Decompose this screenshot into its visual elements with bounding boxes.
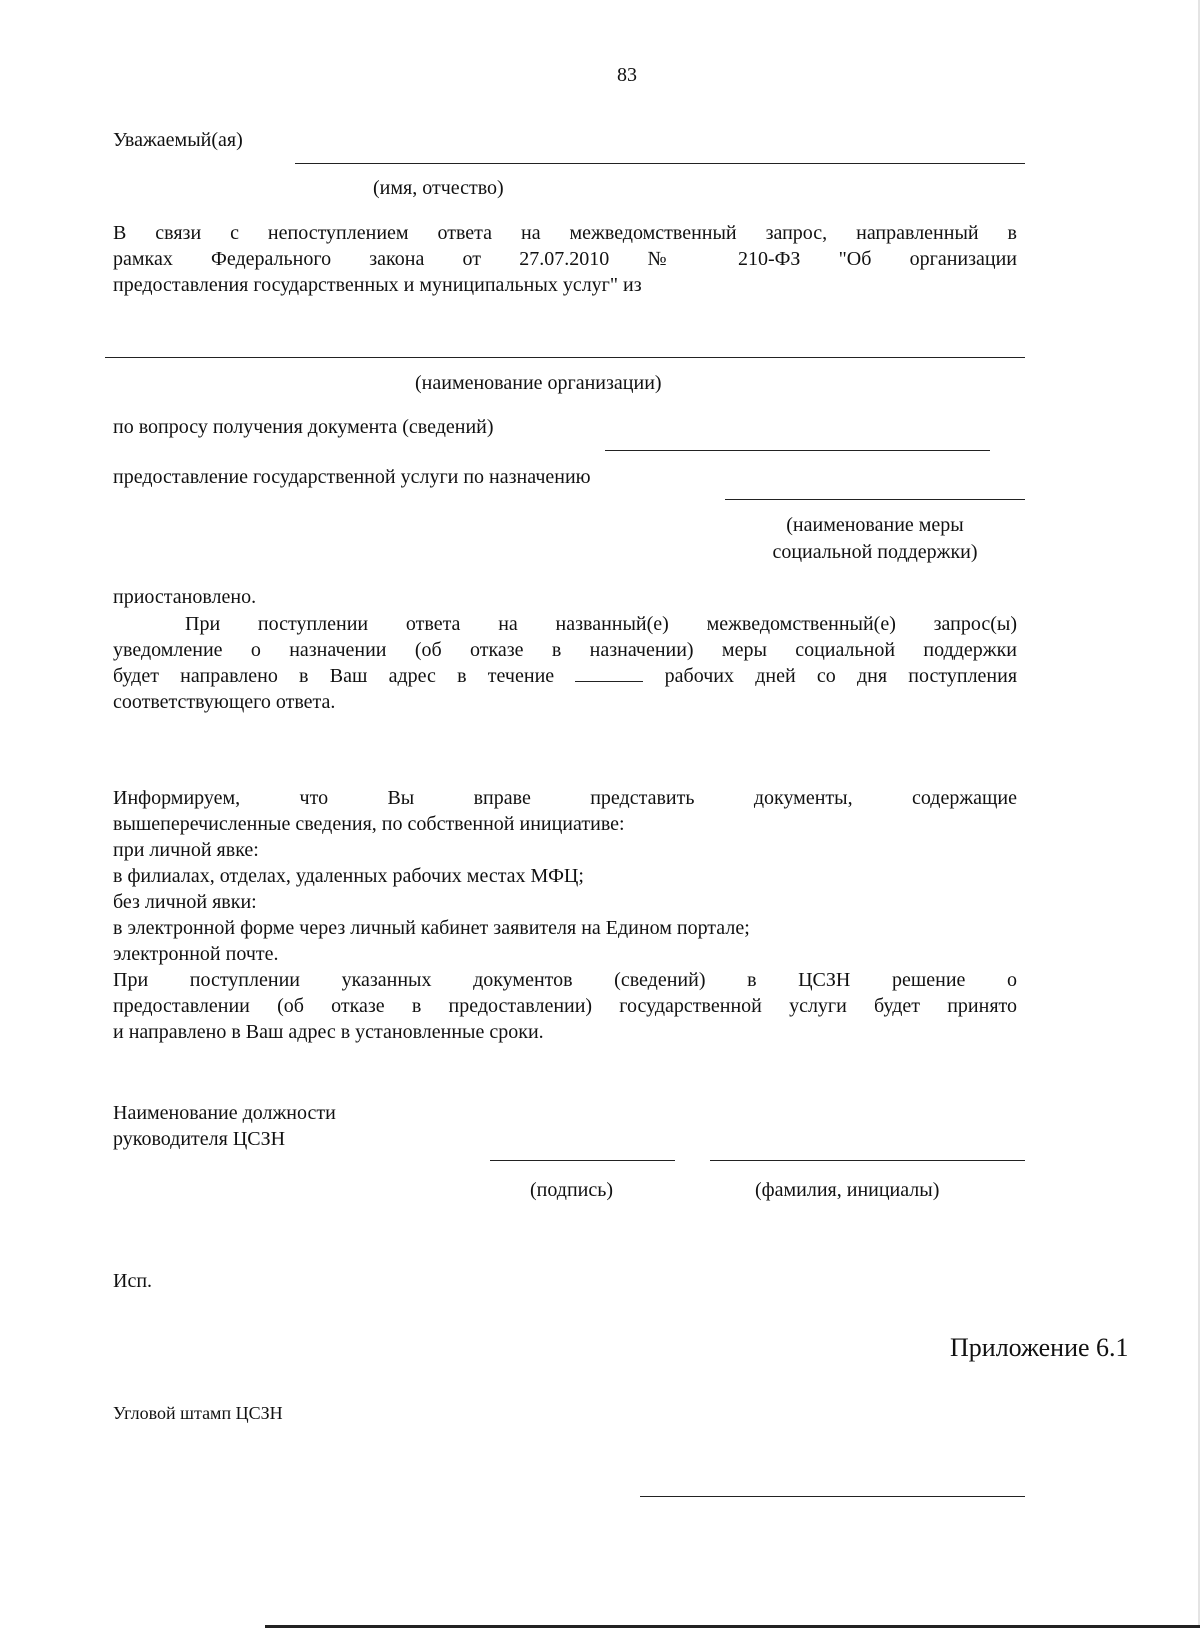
surname-blank-line	[710, 1160, 1025, 1161]
paragraph-inform	[113, 785, 1017, 1045]
inform-line-8: При поступлении указанных документов (сведений) в ЦСЗН решение о	[113, 969, 1017, 991]
inform-line-2: вышеперечисленные сведения, по собственной инициативе:	[113, 813, 625, 835]
salutation: Уважаемый(ая)	[113, 129, 243, 151]
paragraph-notification	[113, 611, 1017, 715]
inform-line-10: и направлено в Ваш адрес в установленные сроки.	[113, 1021, 544, 1043]
inform-line-5: без личной явки:	[113, 891, 257, 913]
inform-line-3: при личной явке:	[113, 839, 259, 861]
position-title-line-1: Наименование должности	[113, 1102, 336, 1124]
notification-line-3-start: будет направлено в Ваш адрес в течение	[113, 665, 555, 687]
surname-caption: (фамилия, инициалы)	[755, 1179, 940, 1201]
measure-caption-line-2: социальной поддержки)	[772, 541, 978, 563]
inform-line-9: предоставлении (об отказе в предоставлении) государственной услуги будет принято	[113, 995, 1017, 1017]
page-number: 83	[617, 64, 637, 86]
paragraph-intro	[113, 220, 1017, 298]
measure-blank-line	[725, 499, 1025, 500]
intro-line-3: предоставления государственных и муниципальных услуг" из	[113, 274, 642, 296]
notification-line-4: соответствующего ответа.	[113, 691, 336, 713]
notification-line-3	[113, 663, 1017, 689]
inform-line-7: электронной почте.	[113, 943, 279, 965]
service-assignment: предоставление государственной услуги по назначению	[113, 466, 591, 488]
notification-line-3-end: рабочих дней со дня поступления	[664, 665, 1018, 687]
inform-line-6: в электронной форме через личный кабинет заявителя на Едином портале;	[113, 917, 750, 939]
document-blank-line	[605, 450, 990, 451]
organization-blank-line	[105, 357, 1025, 358]
signature-caption: (подпись)	[530, 1179, 614, 1201]
days-blank	[575, 667, 643, 682]
organization-caption: (наименование организации)	[415, 372, 662, 394]
intro-line-1: В связи с непоступлением ответа на межведомственный запрос, направленный в	[113, 222, 1017, 244]
suspended-text: приостановлено.	[113, 586, 257, 608]
notification-line-2: уведомление о назначении (об отказе в назначении) меры социальной поддержки	[113, 639, 1017, 661]
name-caption: (имя, отчество)	[373, 177, 504, 199]
corner-stamp-label: Угловой штамп ЦСЗН	[113, 1403, 283, 1423]
executor-label: Исп.	[113, 1270, 153, 1292]
signature-blank-line	[490, 1160, 675, 1161]
intro-line-2: рамках Федерального закона от 27.07.2010 № 210-ФЗ "Об организации	[113, 248, 1017, 270]
measure-caption-line-1: (наименование меры	[786, 514, 964, 536]
notification-line-1: При поступлении ответа на названный(е) межведомственный(е) запрос(ы)	[185, 613, 1017, 635]
inform-line-1: Информируем, что Вы вправе представить документы, содержащие	[113, 787, 1017, 809]
name-blank-line	[295, 163, 1025, 164]
position-title-line-2: руководителя ЦСЗН	[113, 1128, 286, 1150]
inform-line-4: в филиалах, отделах, удаленных рабочих местах МФЦ;	[113, 865, 584, 887]
document-question: по вопросу получения документа (сведений)	[113, 416, 494, 438]
bottom-blank-line	[640, 1496, 1025, 1497]
appendix-label: Приложение 6.1	[950, 1333, 1129, 1362]
